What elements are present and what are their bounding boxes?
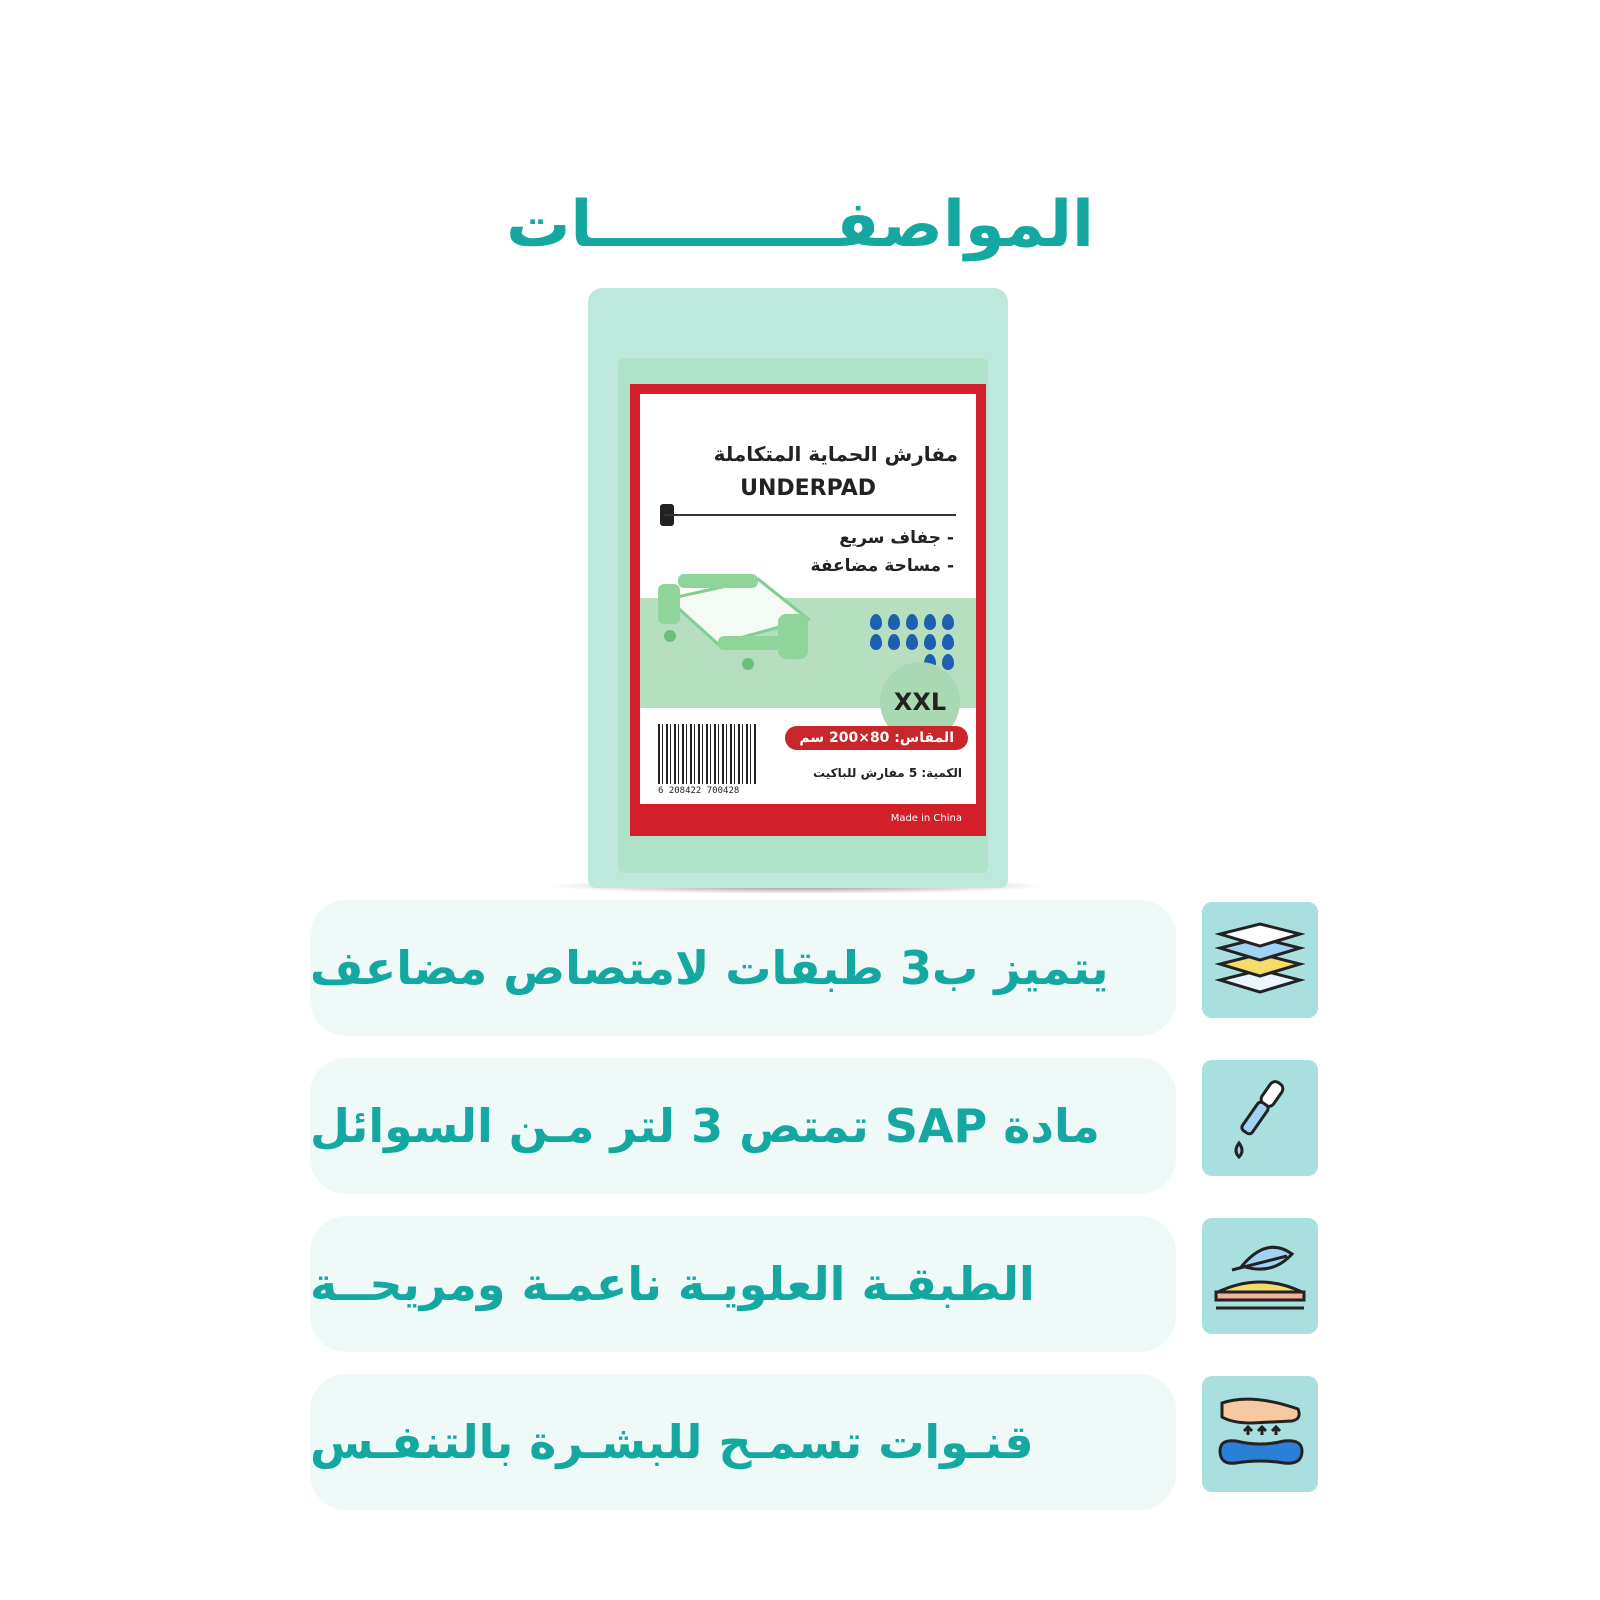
water-drop-icon xyxy=(870,614,882,630)
feather-layer-icon xyxy=(1202,1218,1318,1334)
spec-text: يتميز ب3 طبقات لامتصاص مضاعف xyxy=(310,900,1176,1036)
water-drop-icon xyxy=(870,634,882,650)
water-drop-icon xyxy=(906,634,918,650)
water-drop-icon xyxy=(924,634,936,650)
page-title: المواصفـــــــــــات xyxy=(506,188,1094,262)
quantity-text: الكمية: 5 مفارش للباكيت xyxy=(813,766,962,780)
bed-icon xyxy=(648,544,818,674)
absorbency-drops xyxy=(860,614,956,670)
water-drop-icon xyxy=(924,614,936,630)
water-drop-icon xyxy=(942,634,954,650)
layers-icon xyxy=(1202,902,1318,1018)
made-in-strip: Made in China xyxy=(640,804,976,836)
label-feature-dry: - جفاف سريع xyxy=(839,528,954,548)
size-pill: المقاس: 80×200 سم xyxy=(785,726,968,750)
product-package xyxy=(588,288,1008,888)
water-drop-icon xyxy=(888,614,900,630)
size-badge: XXL xyxy=(880,662,960,742)
label-title-ar: مفارش الحماية المتكاملة xyxy=(713,442,958,466)
water-drop-icon xyxy=(942,654,954,670)
barcode-number: 6 208422 700428 xyxy=(658,786,740,796)
water-drop-icon xyxy=(942,614,954,630)
spec-text: الطبقـة العلويـة ناعمـة ومريحــة xyxy=(310,1216,1176,1352)
label-title-en: UNDERPAD xyxy=(740,476,876,501)
label-feature-area: - مساحة مضاعفة xyxy=(810,556,954,576)
breathable-hand-icon xyxy=(1202,1376,1318,1492)
spec-row xyxy=(310,1216,1318,1352)
spec-row xyxy=(310,900,1318,1036)
package-label xyxy=(630,384,986,836)
label-divider xyxy=(664,514,956,516)
dropper-icon xyxy=(1202,1060,1318,1176)
barcode xyxy=(658,724,758,784)
water-drop-icon xyxy=(906,614,918,630)
spec-text: قنـوات تسمـح للبشـرة بالتنفـس xyxy=(310,1374,1176,1510)
spec-row xyxy=(310,1058,1318,1194)
spec-text: مادة SAP تمتص 3 لتر مـن السوائل xyxy=(310,1058,1176,1194)
water-drop-icon xyxy=(888,634,900,650)
spec-row xyxy=(310,1374,1318,1510)
